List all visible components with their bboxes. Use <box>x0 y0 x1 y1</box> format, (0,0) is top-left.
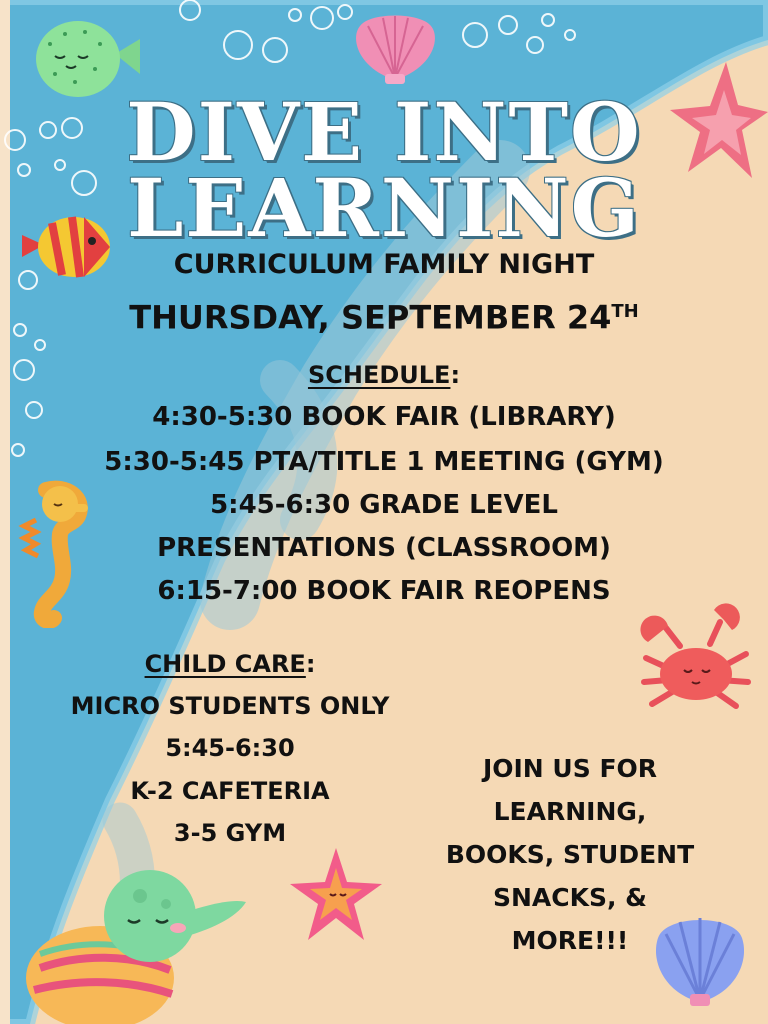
schedule-item: 5:30-5:45 PTA/TITLE 1 MEETING (GYM) <box>104 447 664 477</box>
schedule-item: PRESENTATIONS (CLASSROOM) <box>157 533 611 563</box>
invite-line: MORE!!! <box>511 926 629 955</box>
event-name: CURRICULUM FAMILY NIGHT <box>173 249 595 280</box>
invite-line: LEARNING, <box>493 797 647 826</box>
child-care-line: 5:45-6:30 <box>165 734 295 762</box>
scallop-shell-icon <box>648 908 752 1008</box>
sea-turtle-icon <box>0 858 250 1024</box>
schedule-item: 6:15-7:00 BOOK FAIR REOPENS <box>157 576 611 606</box>
invite-line: JOIN US FOR <box>482 754 658 783</box>
title-line-1: DIVE INTO <box>126 85 642 179</box>
event-date-text: THURSDAY, SEPTEMBER 24 <box>129 298 612 337</box>
seashell-icon <box>348 8 443 86</box>
schedule-heading-punct: : <box>450 361 461 389</box>
event-date <box>0 292 768 338</box>
starfish-icon <box>286 846 386 946</box>
invite-line: BOOKS, STUDENT <box>445 840 695 869</box>
schedule-item: 4:30-5:30 BOOK FAIR (LIBRARY) <box>152 402 616 432</box>
child-care-heading-punct: : <box>305 650 316 678</box>
child-care-heading-text: CHILD CARE <box>144 650 306 678</box>
schedule-heading-text: SCHEDULE <box>307 361 451 389</box>
title-line-2: LEARNING <box>127 161 641 255</box>
child-care-line: 3-5 GYM <box>173 819 287 847</box>
schedule-heading <box>0 360 768 390</box>
invite-line: SNACKS, & <box>492 883 647 912</box>
child-care-heading <box>10 648 450 680</box>
child-care-line: K-2 CAFETERIA <box>130 777 330 805</box>
event-date-suffix: TH <box>611 301 639 322</box>
schedule-item: 5:45-6:30 GRADE LEVEL <box>210 490 558 520</box>
child-care-line: MICRO STUDENTS ONLY <box>70 692 390 720</box>
